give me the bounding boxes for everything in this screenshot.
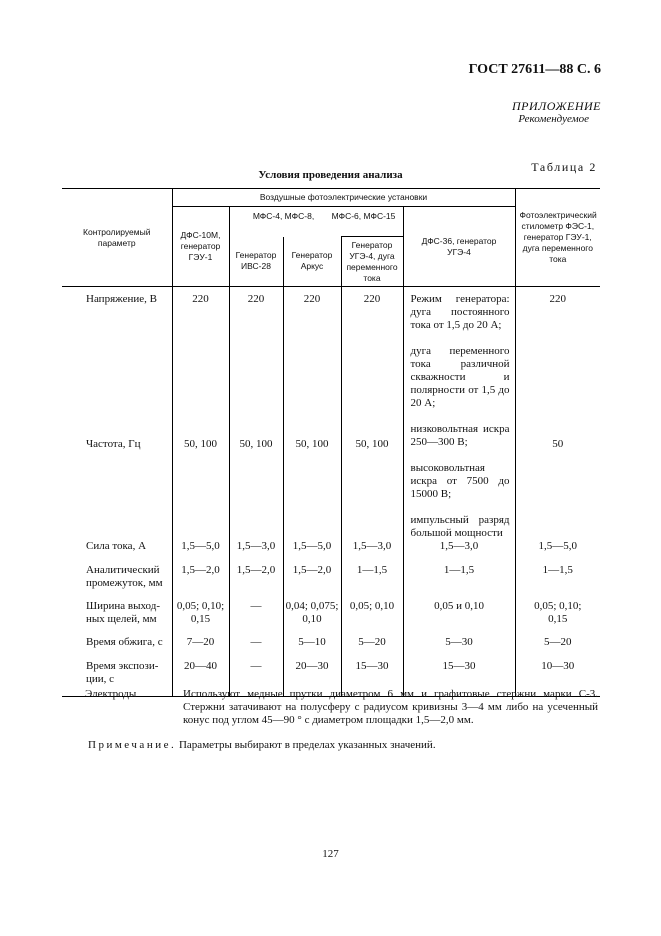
row-label: Сила тока, А bbox=[86, 540, 147, 552]
header-uge4: Генератор УГЭ-4, дуга переменного тока bbox=[341, 237, 403, 287]
table-cell bbox=[172, 600, 229, 636]
table-cell: 15—30 bbox=[403, 660, 515, 696]
table-cell: 50 bbox=[515, 438, 600, 540]
table-cell: 220 bbox=[341, 287, 403, 439]
row-label bbox=[62, 564, 172, 600]
table-cell: 1—1,5 bbox=[341, 564, 403, 600]
electrodes-label: Электроды bbox=[85, 688, 137, 700]
table-cell: 1,5—5,0 bbox=[172, 540, 229, 564]
table-cell: — bbox=[229, 636, 283, 660]
table-cell: 0,05; 0,10 bbox=[341, 600, 403, 636]
table-title: Условия проведения анализа bbox=[258, 169, 403, 181]
header-group: Воздушные фотоэлектрические установки bbox=[172, 189, 515, 207]
dfs36-modes-cell bbox=[403, 287, 515, 541]
table-number: Таблица 2 bbox=[531, 160, 597, 174]
table-cell: 1,5—3,0 bbox=[341, 540, 403, 564]
table-cell bbox=[515, 600, 600, 636]
row-label-line: Аналитический bbox=[86, 564, 160, 576]
header-photo: Фотоэлектрический стилометр ФЭС-1, генератор ГЭУ-1, дуга переменного тока bbox=[515, 189, 600, 287]
header-mfs-a: МФС-4, МФС-8, bbox=[252, 210, 315, 221]
cell-line: 0,04; 0,075; bbox=[285, 600, 339, 612]
table-row bbox=[62, 600, 600, 636]
table-cell: 20—40 bbox=[172, 660, 229, 696]
mode-dc-arc: Режим генератора: дуга постоянного тока от 1,5 до 20 А; bbox=[410, 293, 510, 331]
table-cell: 1,5—3,0 bbox=[403, 540, 515, 564]
header-dfs36: ДФС-36, генератор УГЭ-4 bbox=[403, 207, 515, 287]
row-label: Время обжига, с bbox=[86, 636, 163, 648]
table-cell: 50, 100 bbox=[341, 438, 403, 540]
mode-pulse: импульсный разряд большой мощности bbox=[410, 514, 510, 539]
row-label-line: Время экспози- bbox=[86, 660, 159, 672]
table-row bbox=[62, 540, 600, 564]
mode-high-spark: высоковольтная искра от 7500 до 15000 В; bbox=[410, 462, 510, 500]
table-cell bbox=[283, 600, 341, 636]
table-cell: 50, 100 bbox=[172, 438, 229, 540]
table-cell: 1—1,5 bbox=[403, 564, 515, 600]
appendix-note: Рекомендуемое bbox=[518, 113, 589, 125]
table-cell: 1,5—2,0 bbox=[172, 564, 229, 600]
note bbox=[88, 739, 436, 751]
appendix-title: ПРИЛОЖЕНИЕ bbox=[512, 99, 601, 113]
table-cell: 5—20 bbox=[515, 636, 600, 660]
table-cell: 1,5—3,0 bbox=[229, 540, 283, 564]
table-row bbox=[62, 287, 600, 439]
note-text: Параметры выбирают в пределах указанных значений. bbox=[178, 739, 436, 751]
table-row bbox=[62, 438, 600, 540]
table-row bbox=[62, 564, 600, 600]
table-cell: 10—30 bbox=[515, 660, 600, 696]
table-cell: 220 bbox=[283, 287, 341, 439]
header-ivs: Генератор ИВС-28 bbox=[229, 237, 283, 287]
table-cell: 1—1,5 bbox=[515, 564, 600, 600]
table-cell: 20—30 bbox=[283, 660, 341, 696]
header-param: Контролируемый параметр bbox=[62, 189, 172, 287]
table-cell: 220 bbox=[172, 287, 229, 439]
table-cell: 0,05 и 0,10 bbox=[403, 600, 515, 636]
row-label-line: ных щелей, мм bbox=[86, 613, 157, 625]
table-row bbox=[62, 636, 600, 660]
header-mfs bbox=[229, 207, 403, 237]
mode-ac-arc: дуга переменного тока различной скважности и полярности от 1,5 до 20 А; bbox=[410, 345, 510, 409]
table-cell: 5—30 bbox=[403, 636, 515, 660]
table-cell: 50, 100 bbox=[283, 438, 341, 540]
table-cell: 1,5—2,0 bbox=[283, 564, 341, 600]
row-label: Частота, Гц bbox=[86, 438, 141, 451]
table-cell: — bbox=[229, 600, 283, 636]
table-cell: 1,5—5,0 bbox=[515, 540, 600, 564]
table-cell: 7—20 bbox=[172, 636, 229, 660]
header-arkus: Генератор Аркус bbox=[283, 237, 341, 287]
header-mfs-b: МФС-6, МФС-15 bbox=[331, 210, 396, 221]
row-label bbox=[62, 600, 172, 636]
cell-line: 0,10 bbox=[302, 613, 322, 625]
row-label: Напряжение, В bbox=[86, 293, 157, 305]
cell-line: 0,05; 0,10; bbox=[534, 600, 582, 612]
cell-line: 0,05; 0,10; bbox=[176, 600, 225, 612]
mode-low-spark: низковольтная искра 250—300 В; bbox=[410, 423, 510, 448]
row-label-line: промежуток, мм bbox=[86, 577, 163, 589]
header-dfs10: ДФС-10М, генератор ГЭУ-1 bbox=[172, 207, 229, 287]
table-cell: 5—10 bbox=[283, 636, 341, 660]
row-label-line: Ширина выход- bbox=[86, 600, 160, 612]
table-cell: 1,5—2,0 bbox=[229, 564, 283, 600]
table-cell: 5—20 bbox=[341, 636, 403, 660]
table-cell: 220 bbox=[515, 287, 600, 439]
analysis-conditions-table bbox=[62, 188, 600, 697]
table-cell: 1,5—5,0 bbox=[283, 540, 341, 564]
row-label-line: ции, с bbox=[86, 673, 115, 685]
table-cell: 15—30 bbox=[341, 660, 403, 696]
document-header: ГОСТ 27611—88 С. 6 bbox=[468, 62, 601, 77]
note-label: Примечание. bbox=[88, 739, 177, 751]
table-cell: 50, 100 bbox=[229, 438, 283, 540]
table-cell: — bbox=[229, 660, 283, 696]
cell-line: 0,15 bbox=[190, 613, 211, 625]
electrodes-text: Используют медные прутки диаметром 6 мм и графитовые стержни марки С-3. Стержни затачивают на полусферу с радиусом кривизны 3—4 мм либо на усеченный конус под углом 45—90 ° с диаметром площадки 1,5—2,0 мм. bbox=[183, 688, 598, 726]
page-number: 127 bbox=[322, 848, 339, 860]
cell-line: 0,15 bbox=[548, 613, 568, 625]
table-cell: 220 bbox=[229, 287, 283, 439]
